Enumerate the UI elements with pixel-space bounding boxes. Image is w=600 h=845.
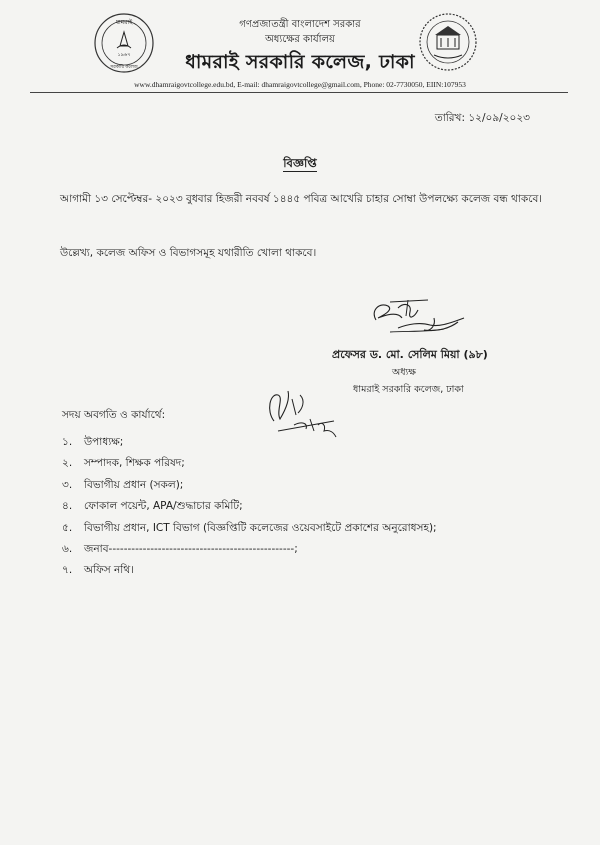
- logo-left-bottom-text: সরকারি কলেজ: [110, 65, 138, 70]
- list-item-number: ১.: [62, 436, 73, 448]
- distribution-list: [62, 432, 437, 582]
- list-item-text: সম্পাদক, শিক্ষক পরিষদ;: [84, 457, 185, 470]
- notice-note-paragraph: উল্লেখ্য, কলেজ অফিস ও বিভাগসমূহ যথারীতি খোলা থাকবে।: [60, 247, 317, 259]
- principal-signature: [368, 298, 476, 338]
- list-item: [62, 496, 437, 517]
- notice-title: [0, 155, 600, 174]
- signatory-name: প্রফেসর ড. মো. সেলিম মিয়া (৯৮): [332, 348, 488, 361]
- list-item-number: ৫.: [62, 521, 73, 534]
- list-item-number: ২.: [62, 457, 73, 470]
- notice-date: তারিখ: ১২/০৯/২০২৩: [434, 112, 530, 124]
- list-item-text: ফোকাল পয়েন্ট, APA/শুদ্ধাচার কমিটি;: [84, 500, 243, 513]
- list-item: [62, 560, 437, 581]
- contact-info: www.dhamraigovtcollege.edu.bd, E-mail: dhamraigovtcollege@gmail.com, Phone: 02-7730050, EIIN:107953: [134, 80, 466, 89]
- logo-left-year: ১৯৬৭: [117, 52, 131, 58]
- notice-body-paragraph: আগামী ১৩ সেপ্টেম্বর- ২০২৩ বুধবার হিজরী নববর্ষ ১৪৪৫ পবিত্র আখেরি চাহার সোম্বা উপলক্ষ্যে কলেজ বন্ধ থাকবে।: [60, 193, 543, 205]
- government-name: গণপ্রজাতন্ত্রী বাংলাদেশ সরকার: [239, 19, 361, 30]
- list-item-number: ৪.: [62, 500, 73, 513]
- list-item-text: বিভাগীয় প্রধান (সকল);: [84, 478, 184, 491]
- list-item-text: বিভাগীয় প্রধান, ICT বিভাগ (বিজ্ঞপ্তিটি কলেজের ওয়েবসাইটে প্রকাশের অনুরোধসহ);: [84, 521, 437, 534]
- list-item: [62, 453, 437, 474]
- list-item-number: ৭.: [62, 564, 73, 577]
- list-item: [62, 518, 437, 539]
- header-divider: [30, 92, 568, 93]
- list-item: [62, 475, 437, 496]
- college-name: ধামরাই সরকারি কলেজ, ঢাকা: [185, 51, 415, 73]
- distribution-heading: সদয় অবগতি ও কার্যার্থে:: [62, 409, 166, 421]
- list-item-number: ৬.: [62, 542, 73, 555]
- signatory-college: ধামরাই সরকারি কলেজ, ঢাকা: [353, 384, 464, 395]
- list-item-number: ৩.: [62, 478, 73, 491]
- list-item: [62, 432, 437, 453]
- logo-left-top-text: ধামরাই: [115, 19, 133, 26]
- list-item-text: জনাব-------------------------------------------------;: [84, 542, 298, 555]
- list-item-text: অফিস নথি।: [84, 564, 134, 577]
- signatory-title: অধ্যক্ষ: [392, 367, 417, 378]
- notice-title-text: বিজ্ঞপ্তি: [283, 156, 317, 170]
- list-item: [62, 539, 437, 560]
- list-item-text: উপাধ্যক্ষ;: [84, 436, 124, 448]
- office-name: অধ্যক্ষের কার্যালয়: [265, 34, 335, 45]
